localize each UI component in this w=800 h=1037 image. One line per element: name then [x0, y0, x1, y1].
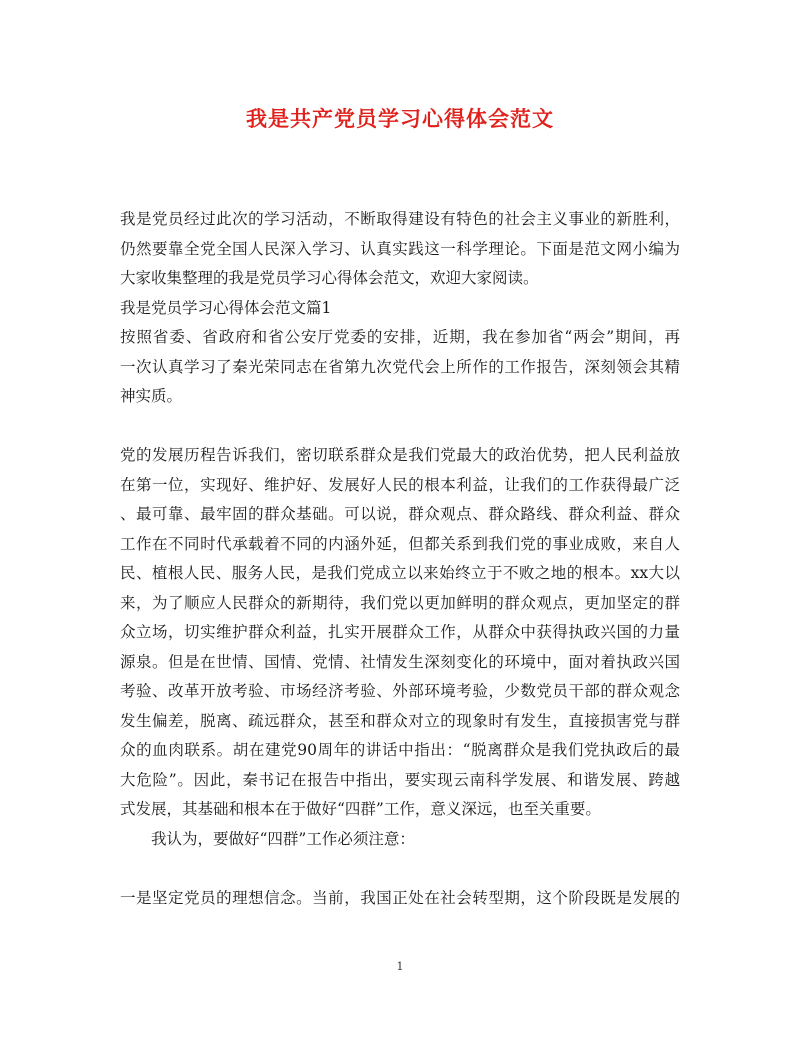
- body-line-indented: 我认为，要做好“四群”工作必须注意：: [151, 829, 415, 848]
- paragraph-gap: [120, 412, 680, 442]
- body-line: 仍然要靠全党全国人民深入学习、认真实践这一科学理论。下面是范文网小编为: [120, 239, 680, 258]
- body-line: 大家收集整理的我是党员学习心得体会范文，欢迎大家阅读。: [120, 269, 539, 287]
- body-line: 大危险”。因此，秦书记在报告中指出，要实现云南科学发展、和谐发展、跨越: [120, 770, 680, 789]
- body-line: 我是党员经过此次的学习活动，不断取得建设有特色的社会主义事业的新胜利，: [120, 210, 680, 228]
- page-number: 1: [396, 960, 404, 973]
- body-line: 发生偏差，脱离、疏远群众，甚至和群众对立的现象时有发生，直接损害党与群: [120, 711, 680, 730]
- body-line: 考验、改革开放考验、市场经济考验、外部环境考验，少数党员干部的群众观念: [120, 682, 680, 700]
- body-line: 源泉。但是在世情、国情、党情、社情发生深刻变化的环境中，面对着执政兴国: [120, 652, 680, 671]
- body-line: 工作在不同时代承载着不同的内涵外延，但都关系到我们党的事业成败，来自人: [120, 534, 680, 553]
- body-line: 按照省委、省政府和省公安厅党委的安排，近期，我在参加省“两会”期间，再: [120, 328, 680, 346]
- paragraph-gap: [120, 854, 680, 884]
- body-line: 众的血肉联系。胡在建党90周年的讲话中指出：“脱离群众是我们党执政后的最: [120, 741, 680, 759]
- body-line: 党的发展历程告诉我们，密切联系群众是我们党最大的政治优势，把人民利益放: [120, 446, 680, 464]
- document-body: [120, 205, 680, 913]
- body-line: 众立场，切实维护群众利益，扎实开展群众工作，从群众中获得执政兴国的力量: [120, 623, 680, 641]
- body-line: 民、植根人民、服务人民，是我们党成立以来始终立于不败之地的根本。xx大以: [120, 564, 680, 582]
- body-line: 一次认真学习了秦光荣同志在省第九次党代会上所作的工作报告，深刻领会其精: [120, 357, 680, 376]
- section-heading: 我是党员学习心得体会范文篇1: [120, 298, 332, 317]
- body-line: 、最可靠、最牢固的群众基础。可以说，群众观点、群众路线、群众利益、群众: [120, 505, 680, 523]
- body-line: 式发展，其基础和根本在于做好“四群”工作，意义深远，也至关重要。: [120, 800, 601, 818]
- body-line: 在第一位，实现好、维护好、发展好人民的根本利益，让我们的工作获得最广泛: [120, 475, 680, 494]
- body-line: 一是坚定党员的理想信念。当前，我国正处在社会转型期，这个阶段既是发展的: [120, 888, 680, 907]
- document-title: 我是共产党员学习心得体会范文: [246, 106, 554, 131]
- body-line: 来，为了顺应人民群众的新期待，我们党以更加鲜明的群众观点，更加坚定的群: [120, 593, 680, 612]
- body-line: 神实质。: [120, 387, 183, 405]
